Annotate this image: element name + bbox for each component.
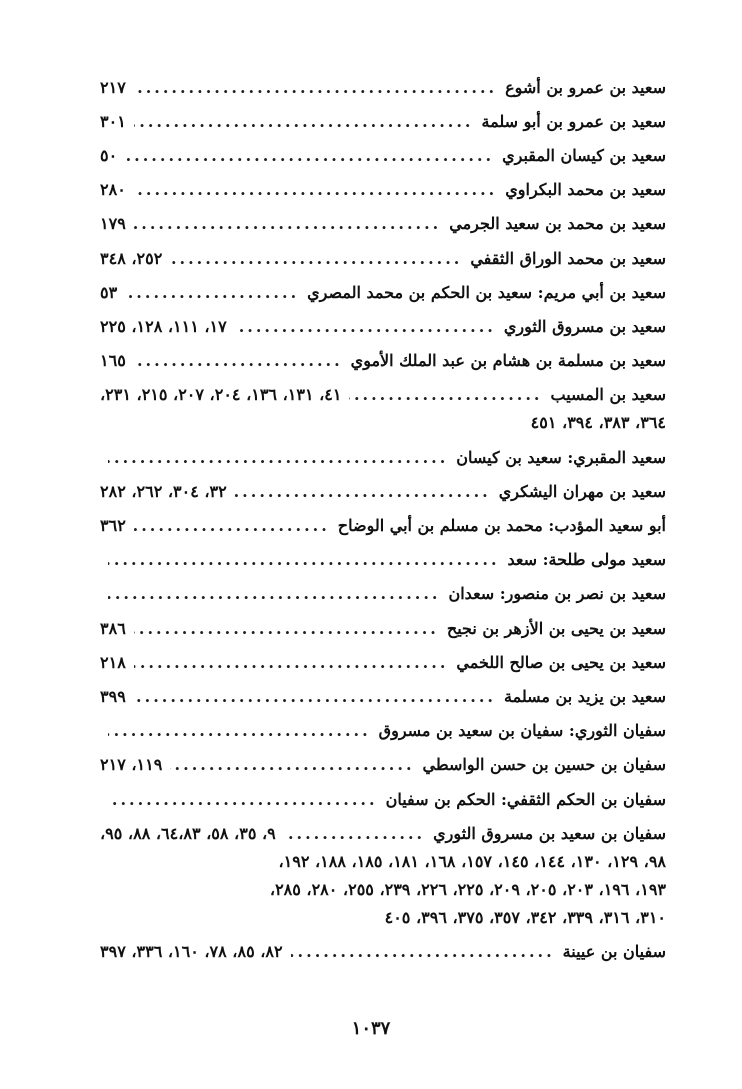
entry-pages: ١٦٥ <box>100 351 126 371</box>
entry-name: سعيد بن أبي مريم: سعيد بن الحكم بن محمد المصري <box>307 282 666 302</box>
entry-name: سفيان بن الحكم الثقفي: الحكم بن سفيان <box>385 789 666 809</box>
entry-name: سعيد بن يحيى بن صالح اللخمي <box>456 652 666 672</box>
entry-name: سعيد بن نصر بن منصور: سعدان <box>448 584 666 604</box>
index-entry <box>100 104 666 138</box>
dot-leader <box>134 214 441 233</box>
entry-pages: ٩٨، ١٢٩، ١٣٠، ١٤٤، ١٤٥، ١٥٧، ١٦٨، ١٨١، ١٨٥، ١٨٨، ١٩٢، <box>278 851 666 871</box>
entry-pages: ٢١٨ <box>100 652 126 672</box>
dot-leader <box>108 721 371 740</box>
dot-leader <box>134 516 330 535</box>
dot-leader <box>134 687 496 706</box>
entry-name: سعيد مولى طلحة: سعد <box>507 550 666 570</box>
entry-pages: ٣٢، ٣٠٤، ٢٦٢، ٢٨٢ <box>100 481 227 501</box>
dot-leader <box>170 755 414 774</box>
dot-leader <box>108 550 500 569</box>
dot-leader <box>170 249 462 268</box>
entry-name: سعيد المقبري: سعيد بن كيسان <box>456 447 666 467</box>
index-entry <box>100 577 666 611</box>
entry-pages: ٢١٧ <box>100 77 126 97</box>
dot-leader <box>134 78 497 97</box>
dot-leader <box>349 385 542 404</box>
index-entry <box>100 241 666 275</box>
entry-name: سفيان بن حسين بن حسن الواسطي <box>422 755 666 775</box>
entry-name: سفيان بن سعيد بن مسروق الثوري <box>433 823 666 843</box>
index-entry <box>100 275 666 309</box>
entry-pages: ٢٥٢، ٣٤٨ <box>100 248 163 268</box>
dot-leader <box>108 448 448 467</box>
entry-pages: ١٩٣، ١٩٦، ٢٠٣، ٢٠٥، ٢٠٩، ٢٢٥، ٢٢٦، ٢٣٩، ٢٥٥، ٢٨٠، ٢٨٥، <box>269 880 666 900</box>
dot-leader <box>134 112 474 131</box>
entry-pages: ١٧٩ <box>100 214 126 234</box>
entry-name: سفيان الثوري: سفيان بن سعيد بن مسروق <box>378 721 666 741</box>
entry-pages: ٣١٠، ٣١٦، ٣٣٩، ٣٤٢، ٣٥٧، ٣٧٥، ٣٩٦، ٤٠٥ <box>384 908 666 928</box>
index-entry <box>100 474 666 508</box>
entry-pages: ٨٢، ٨٥، ٧٨، ١٦٠، ٣٣٦، ٣٩٧ <box>100 942 283 962</box>
dot-leader <box>235 317 496 336</box>
index-entry <box>100 309 666 343</box>
index-entries <box>100 70 666 969</box>
index-entry <box>100 714 666 748</box>
index-entry <box>100 138 666 172</box>
entry-pages: ٣٦٢ <box>100 516 126 536</box>
entry-name: سعيد بن مسلمة بن هشام بن عبد الملك الأموي <box>350 351 666 371</box>
index-entry <box>100 782 666 816</box>
dot-leader <box>125 146 494 165</box>
entry-name: سعيد بن محمد الوراق الثقفي <box>470 248 666 268</box>
index-entry <box>100 645 666 679</box>
dot-leader <box>134 351 343 370</box>
entry-name: سعيد بن يحيى بن الأزهر بن نجيح <box>446 618 666 638</box>
entry-pages: ٤١، ١٣١، ١٣٦، ٢٠٤، ٢٠٧، ٢١٥، ٢٣١، <box>100 385 342 405</box>
entry-pages: ٩، ٣٥، ٥٨، ٦٤،٨٣، ٨٨، ٩٥، <box>100 823 276 843</box>
entry-pages: ٣٨٦ <box>100 618 126 638</box>
dot-leader <box>108 584 440 603</box>
index-entry <box>100 207 666 241</box>
entry-pages: ٥٣ <box>100 282 118 302</box>
index-entry <box>100 508 666 542</box>
entry-pages: ٣٦٤، ٣٨٣، ٣٩٤، ٤٥١ <box>530 413 666 433</box>
index-entry <box>100 543 666 577</box>
index-entry <box>100 440 666 474</box>
entry-name: سعيد بن محمد البكراوي <box>505 180 666 200</box>
index-entry <box>100 748 666 782</box>
dot-leader <box>134 653 449 672</box>
index-entry-continuation <box>100 406 666 440</box>
entry-name: أبو سعيد المؤدب: محمد بن مسلم بن أبي الوضاح <box>337 516 666 536</box>
dot-leader <box>125 283 299 302</box>
entry-name: سعيد بن عمرو بن أشوع <box>505 77 666 97</box>
entry-pages: ٣٩٩ <box>100 686 126 706</box>
dot-leader <box>291 942 555 961</box>
entry-name: سعيد بن يزيد بن مسلمة <box>504 686 666 706</box>
dot-leader <box>134 619 439 638</box>
entry-name: سعيد بن محمد بن سعيد الجرمي <box>449 214 666 234</box>
entry-name: سعيد بن مسروق الثوري <box>503 316 666 336</box>
entry-name: سعيد بن عمرو بن أبو سلمة <box>481 111 666 131</box>
entry-pages: ١٧، ١١١، ١٢٨، ٢٢٥ <box>100 316 227 336</box>
page-number: ١٠٣٧ <box>351 1018 391 1039</box>
entry-pages: ٢٨٠ <box>100 180 126 200</box>
index-entry <box>100 679 666 713</box>
entry-name: سفيان بن عيينة <box>562 942 666 962</box>
dot-leader <box>284 824 425 843</box>
dot-leader <box>108 790 378 809</box>
entry-pages: ٥٠ <box>100 145 118 165</box>
entry-pages: ١١٩، ٢١٧ <box>100 755 163 775</box>
dot-leader <box>235 482 491 501</box>
index-entry-continuation <box>100 901 666 935</box>
index-entry <box>100 70 666 104</box>
entry-name: سعيد بن كيسان المقبري <box>502 145 666 165</box>
index-entry <box>100 611 666 645</box>
dot-leader <box>134 180 497 199</box>
index-entry <box>100 935 666 969</box>
index-entry <box>100 344 666 378</box>
entry-name: سعيد بن مهران اليشكري <box>498 481 666 501</box>
entry-pages: ٣٠١ <box>100 111 126 131</box>
index-entry <box>100 173 666 207</box>
entry-name: سعيد بن المسيب <box>550 385 666 405</box>
